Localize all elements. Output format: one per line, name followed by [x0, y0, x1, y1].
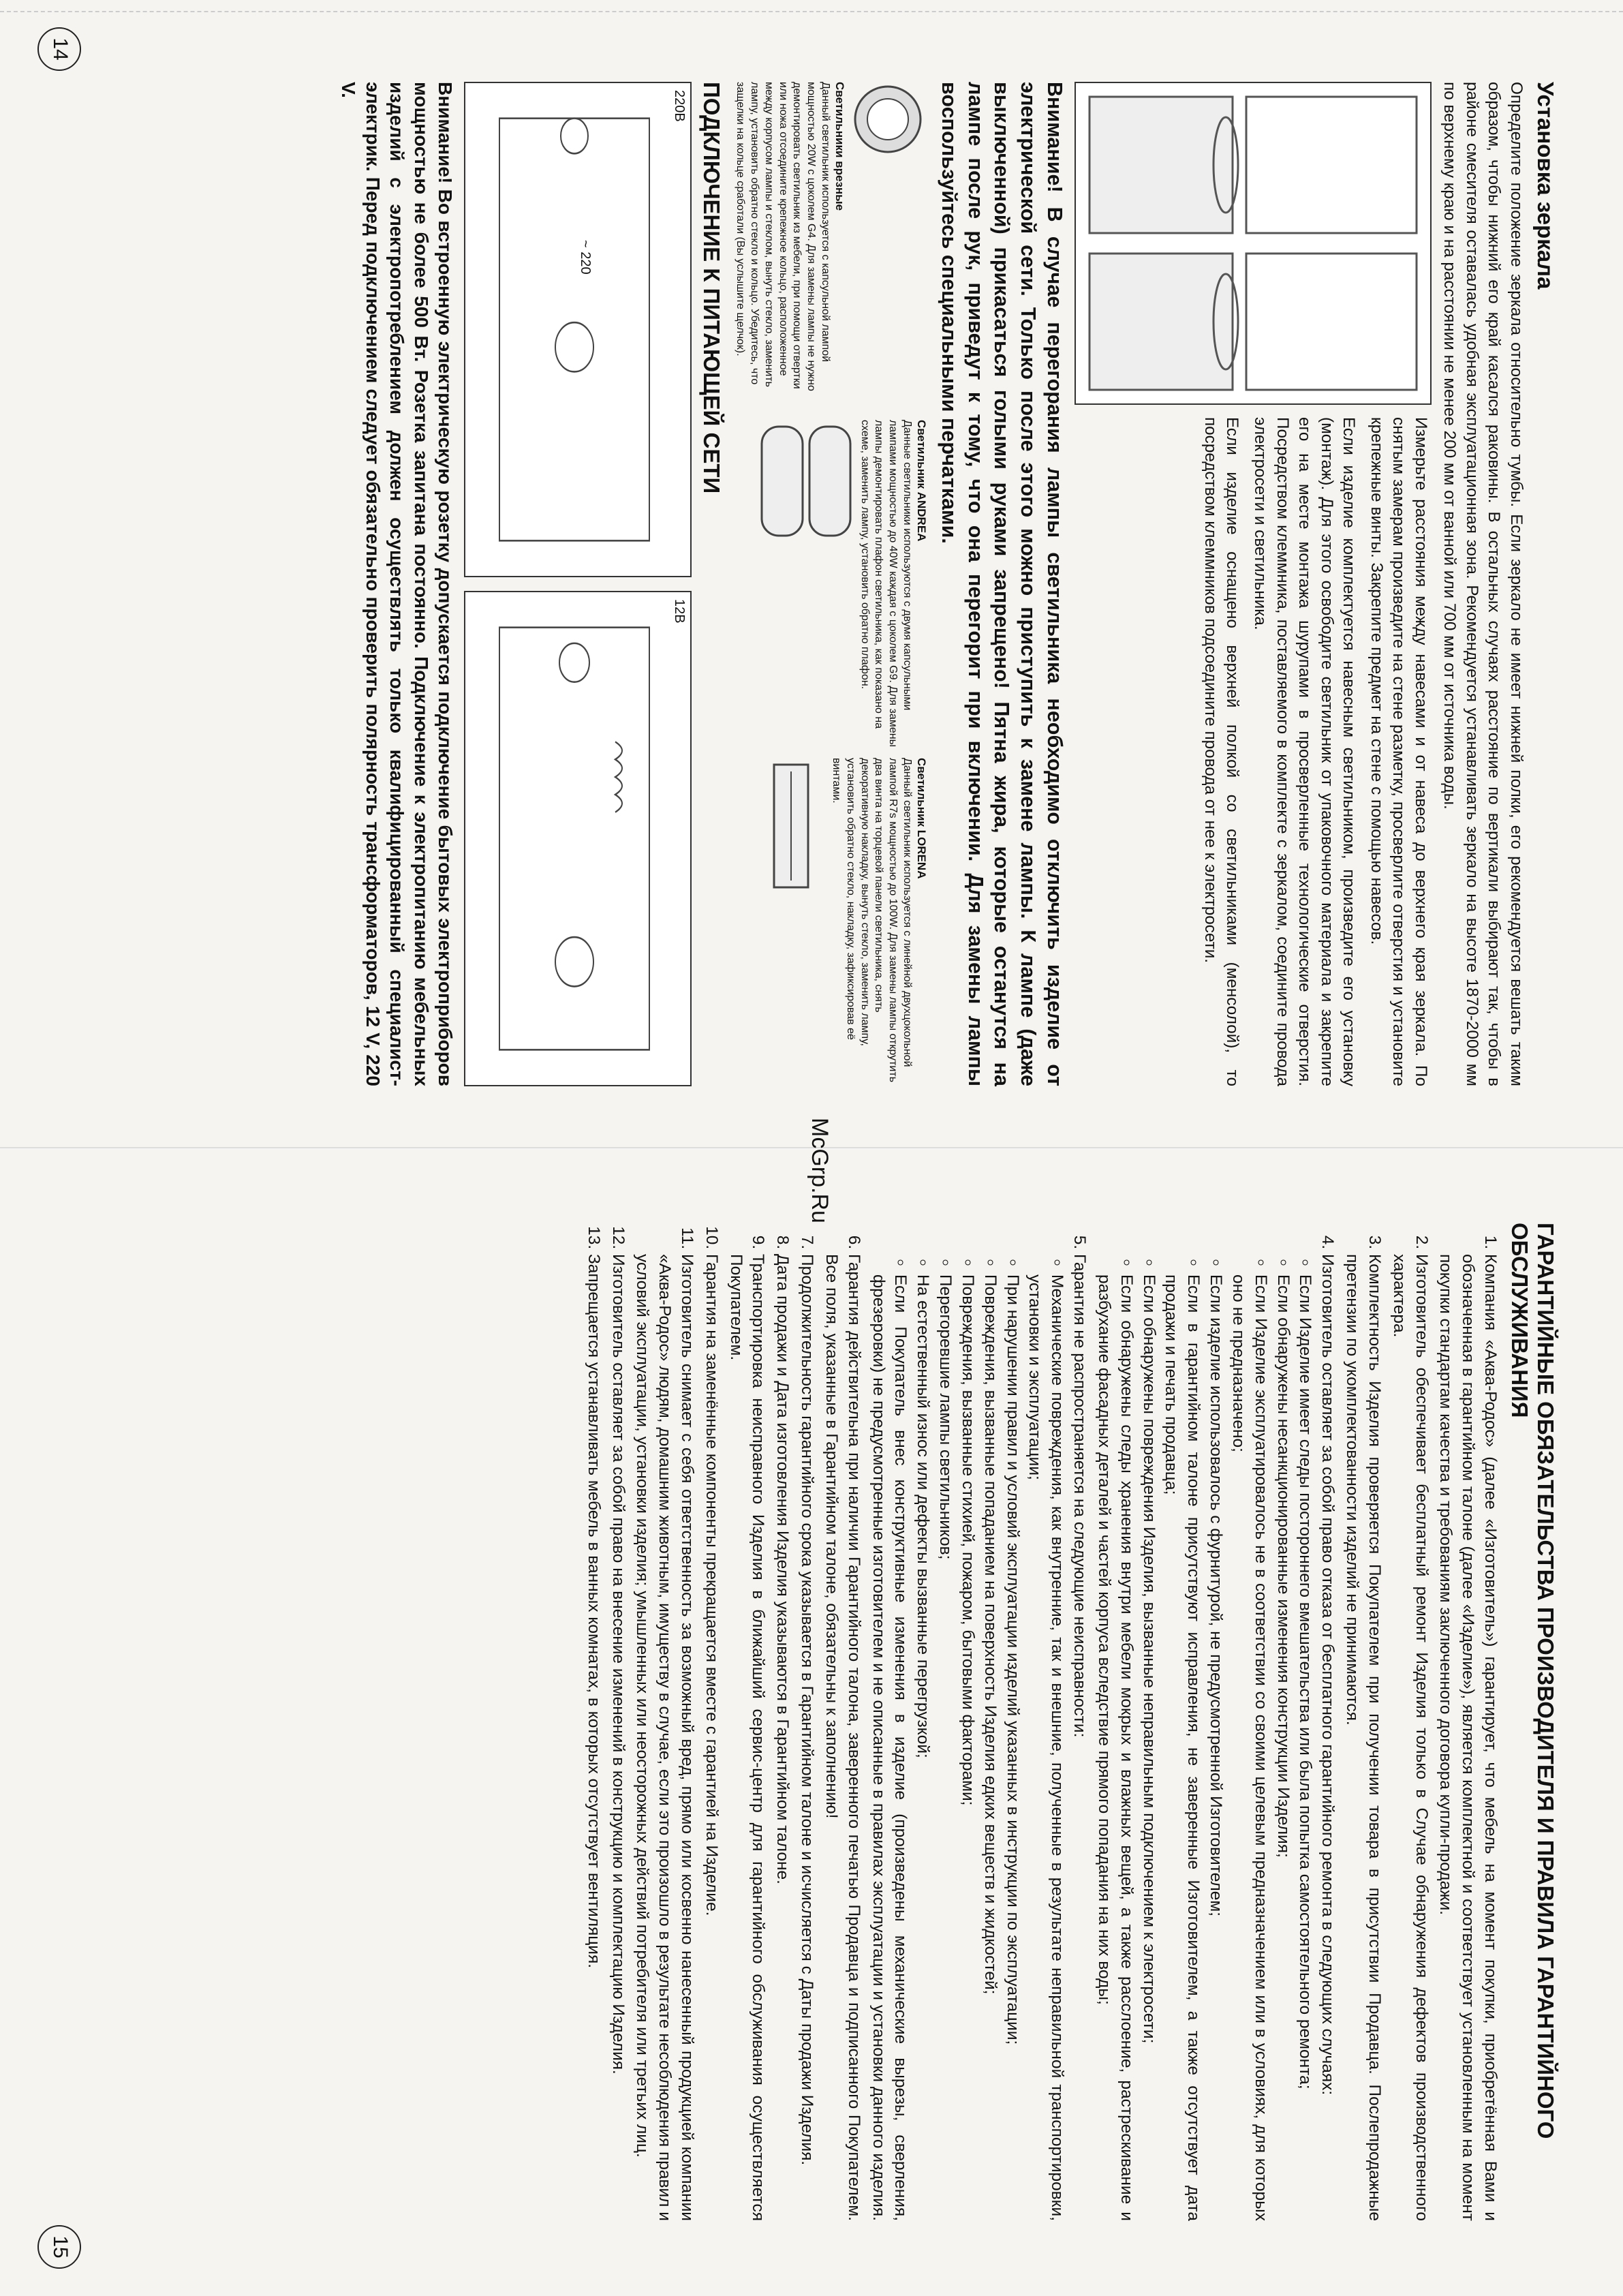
warranty-item-9: 9. Транспортировка неисправного Изделия в ближайший сервис-центр для гарантийного обслуживания осуществляется Покупателем.: [724, 1254, 769, 2221]
list-item: ◦ Если Изделие эксплуатировалось не в соответствии со своими целевым предназначением или в условиях, для которых оно не предназначено;: [1226, 1274, 1271, 2221]
lamp-andrea-title: Светильник ANDREA: [915, 420, 929, 542]
warranty-title: ГАРАНТИЙНЫЕ ОБЯЗАТЕЛЬСТВА ПРОИЗВОДИТЕЛЯ И ПРАВИЛА ГАРАНТИЙНОГО ОБСЛУЖИВАНИЯ: [1507, 1223, 1558, 2139]
lamp-andrea: [732, 420, 929, 748]
warranty-item-5-sublist: [867, 1254, 1068, 2221]
power-title: ПОДКЛЮЧЕНИЕ К ПИТАЮЩЕЙ СЕТИ: [699, 82, 725, 494]
power-warning: Внимание! Во встроенную электрическую розетку допускается подключение бытовых электроприборов мощностью не более 500 Вт. Розетка запитана постоянно. Подключение к электропитанию мебельных изделий с электропотреблением должен осуществлять только квалифицированный специалист-электрик. Перед подключением следует обязательно проверить полярность трансформаторов, 12 V, 220 V.: [338, 82, 457, 1086]
list-item: ◦ Если обнаружены несанкционированные изменения конструкции Изделия;: [1271, 1274, 1294, 2221]
warranty-item-6: 6. Гарантия действительна при наличии Гарантийного талона, заверенного печатью Продавца и подписанного Покупателем. Все поля, указанные в Гарантийном талоне, обязательны к заполнению!: [820, 1254, 865, 2221]
warranty-item-5: [867, 1254, 1090, 2221]
mirror-intro: Определите положение зеркала относительно тумбы. Если зеркало не имеет нижней полки, его рекомендуется вешать таким образом, чтобы нижний его край касался раковины. В остальных случаях расстояние по вертикали выбирают так, чтобы в районе смесителя оставалась удобная эксплуатационная зона. Рекомендуется устанавливать зеркало на высоте 1870-2000 мм по верхнему краю и на расстоянии не менее 200 мм от ванной или 700 мм от источника воды.: [1440, 82, 1526, 1086]
label-220v: 220В: [672, 90, 687, 122]
warranty-item-10: 10. Гарантия на заменённые компоненты прекращается вместе с гарантией на Изделие.: [700, 1254, 722, 2221]
warranty-item-12: 12. Изготовитель оставляет за собой право на внесение изменений в конструкцию и комплектацию Изделия.: [606, 1254, 629, 2221]
lamp-lorena-title: Светильник LORENA: [915, 758, 929, 879]
warranty-item-11: 11. Изготовитель снимает с себя ответственность за возможный вред, прямо или косвенно нанесенный продукцией компании «Аква-Родос» людям, домашним животным, имуществу в случае, если это произошло в результате несоблюдения правил и условий эксплуатации, установки изделия; умышленных или неосторожных действий потребителя или третьих лиц.: [631, 1254, 698, 2221]
wiring-diagrams: [464, 82, 692, 1086]
page-15: [0, 1148, 1623, 2296]
list-item: ◦ Механические повреждения, как внутренние, так и внешние, полученные в результате неправильной транспортировки, установки и эксплуатации;: [1023, 1274, 1068, 2221]
list-item: ◦ На естественный износ или дефекты вызванные перегрузкой;: [911, 1274, 933, 2221]
lorena-lamp-icon: [747, 758, 829, 894]
lamp-recessed-title: Светильники врезные: [833, 82, 847, 211]
page-number-14: 14: [37, 27, 81, 71]
list-item: ◦ При нарушении правил и условий эксплуатации изделий указанных в инструкции по эксплуатации;: [1001, 1274, 1023, 2221]
warranty-item-8: 8. Дата продажи и Дата изготовления Изделия указываются в Гарантийном талоне.: [771, 1254, 794, 2221]
recessed-lamp-icon: [847, 82, 929, 157]
list-item: ◦ Если Покупатель внес конструктивные изменения в изделие (произведены механические вырезы, сверления, фрезеровки) не предусмотренные изготовителем и не описанные в правилах эксплуатации и установки данного изделия.: [867, 1274, 912, 2221]
list-item: ◦ Если обнаружены следы хранения внутри мебели мокрых и влажных вещей, а также расслоение, растрескивание и разбухание фасадных деталей и частей корпуса вследствие прямого попадания на них воды;: [1092, 1274, 1137, 2221]
mirror-measure: Измерьте расстояния между навесами и от навеса до верхнего края зеркала. По снятым замерам произведите на стене разметку, просверлите отверстия и установите крепежные винты. Закрепите предмет на стене с помощью навесов.: [1367, 417, 1430, 1086]
list-item: ◦ Если Изделие имеет следы постороннего вмешательства или была попытка самостоятельного ремонта;: [1294, 1274, 1316, 2221]
warranty-item-7: 7. Продолжительность гарантийного срока указывается в Гарантийном талоне и исчисляется с Даты продажи Изделия.: [795, 1254, 818, 2221]
warranty-item-5-text: Гарантия не распространяется на следующие неисправности:: [1070, 1254, 1089, 1738]
andrea-lamp-icon: [755, 420, 857, 542]
lamp-andrea-text: Данные светильники используются с двумя капсульными лампами мощностью до 40W каждая с цоколем G9. Для замены лампы демонтировать плафон светильника, как показано на схеме, заменить лампу, установить обратно плафон.: [859, 420, 914, 748]
warranty-item-1: 1. Компания «Аква-Родос» (далее «Изготовитель») гарантирует, что мебель на момент покупки, приобретённая Вами и обозначенная в гарантийном талоне (далее «Изделие»), является комплектной и соответствует установленным на момент покупки стандартам качества и требованиям заключенного договора купли-продажи.: [1434, 1254, 1501, 2221]
label-12v: 12В: [672, 599, 687, 624]
label-220-dash: ~ 220: [578, 240, 593, 275]
warranty-item-4: [1092, 1254, 1338, 2221]
lamp-types: [732, 82, 929, 1086]
warranty-item-4-sublist: [1092, 1254, 1316, 2221]
list-item: ◦ Повреждения, вызванные попаданием на поверхность Изделия едких веществ и жидкостей;: [978, 1274, 1001, 2221]
mirror-lamp-install: Если изделие комплектуется навесным светильником, произведите его установку (монтаж). Для этого освободите светильник от упаковочного материала и закрепите его на месте монтажа шурупами в просверленные технологические отверстия. Посредством клеммника, поставляемого в комплекте с зеркалом, соедините провода электросети и светильника.: [1250, 417, 1359, 1086]
warranty-item-4-text: Изготовитель оставляет за собой право отказа от бесплатного гарантийного ремонта в следующих случаях:: [1318, 1254, 1338, 2096]
lamp-lorena-text: Данный светильник используется с линейной двухцокольной лампой R7s мощностью до 100W. Для замены лампы открутить два винта на торцевой панели светильника, снять декоративную накладку, вынуть стекло, заменить лампу, установить обратно стекло, накладку, зафиксировав её винтами.: [831, 758, 914, 1083]
list-item: ◦ Перегоревшие лампы светильников;: [933, 1274, 956, 2221]
lamp-warning: Внимание! В случае перегорания лампы светильника необходимо отключить изделие от электрической сети. Только после этого можно приступить к замене лампы. К лампе (даже выключенной) прикасаться голыми руками запрещено! Пятна жира, которые останутся на лампе после рук, приведут к тому, что она перегорит при включении. Для замены лампы воспользуйтесь специальными перчатками.: [937, 82, 1066, 1086]
warranty-item-13: 13. Запрещается устанавливать мебель в ванных комнатах, в которых отсутствует вентиляция.: [582, 1254, 604, 2221]
lamp-lorena: [732, 758, 929, 1086]
lamp-recessed: [732, 82, 929, 410]
mirror-title: Установка зеркала: [1533, 82, 1558, 290]
warranty-list: [582, 1223, 1501, 2221]
cabinet-drawing: [1076, 83, 1430, 403]
mirror-shelf: Если изделие оснащено верхней полкой со светильниками (менсолой), то посредством клеммников подсоедините провода от нее к электросети.: [1201, 417, 1242, 1086]
list-item: ◦ Повреждения, вызванные стихией, пожаром, бытовыми факторами;: [956, 1274, 978, 2221]
warranty-item-3: 3. Комплектность Изделия проверяется Покупателем при получении товара в присутствии Продавца. Послепродажные претензии по укомплектованности изделий не принимаются.: [1340, 1254, 1385, 2221]
mirror-install-block: [1075, 82, 1432, 1086]
page-number-15: 15: [37, 2225, 81, 2269]
warranty-item-2: 2. Изготовитель обеспечивает бесплатный ремонт Изделия только в Случае обнаружения дефектов производственного характера.: [1387, 1254, 1432, 2221]
wiring-diagram-220v: [464, 82, 692, 577]
mirror-cabinet-illustration: [1075, 82, 1432, 405]
list-item: ◦ Если в гарантийном талоне присутствуют исправления, не заверенные Изготовителем, а также отсутствует дата продажи и печать продавца;: [1160, 1274, 1205, 2221]
list-item: ◦ Если обнаружены повреждения Изделия, вызванные неправильным подключением к электросети;: [1137, 1274, 1160, 2221]
lamp-recessed-text: Данный светильник используется с капсульной лампой мощностью 20W с цоколем G4. Для замены лампы не нужно демонтировать светильник из мебели, при помощи отвертки или ножа отсоедините крепежное кольцо, расположенное между корпусом лампы и стеклом, вынуть стекло, заменить лампу, установить обратно стекло и кольцо. Убедитесь, что защелки на кольце сработали (Вы услышите щелчок).: [735, 82, 832, 391]
watermark-text: McGrp.Ru: [807, 1118, 833, 1223]
list-item: ◦ Если изделие использовалось с фурнитурой, не предусмотренной Изготовителем;: [1204, 1274, 1226, 2221]
